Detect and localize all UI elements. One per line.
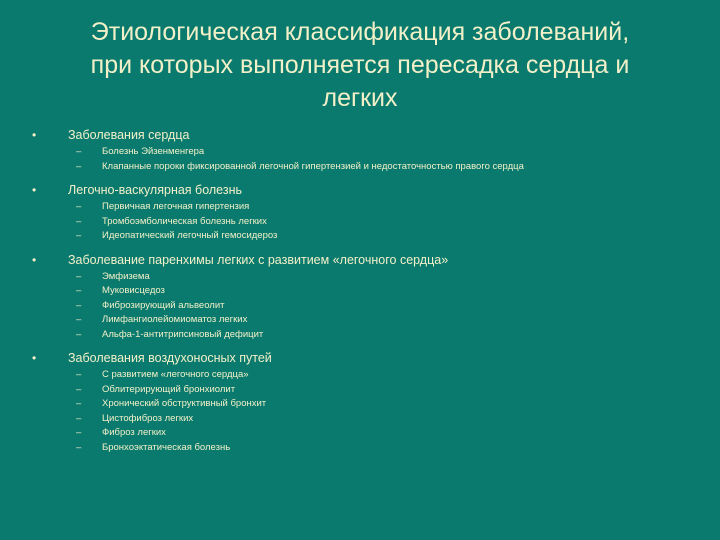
sub-item-label: Фиброзирующий альвеолит <box>102 299 225 311</box>
sub-item <box>0 229 720 244</box>
sub-item <box>0 426 720 441</box>
sub-item <box>0 313 720 328</box>
sub-item <box>0 383 720 398</box>
sub-item <box>0 412 720 427</box>
sub-item-label: Клапанные пороки фиксированной легочной гипертензией и недостаточностью правого сердца <box>102 160 524 172</box>
bullet-group <box>0 181 720 244</box>
sub-list <box>0 200 720 244</box>
bullet-group <box>0 349 720 455</box>
dash-icon: – <box>76 201 82 212</box>
sub-item-label: Фиброз легких <box>102 427 166 438</box>
bullet-label: Заболевания воздухоносных путей <box>68 351 272 365</box>
bullet-group <box>0 126 720 174</box>
dash-icon: – <box>76 427 82 438</box>
sub-item <box>0 215 720 230</box>
bullet-item <box>0 181 720 199</box>
sub-item-label: Альфа-1-антитрипсиновый дефицит <box>102 328 264 340</box>
bullet-label: Легочно-васкулярная болезнь <box>68 183 242 197</box>
dash-icon: – <box>76 412 82 424</box>
sub-item-label: С развитием «легочного сердца» <box>102 369 249 380</box>
sub-item <box>0 284 720 299</box>
sub-list <box>0 270 720 343</box>
sub-item <box>0 299 720 314</box>
bullet-dot-icon: • <box>32 183 37 197</box>
dash-icon: – <box>76 369 82 380</box>
bullet-label: Заболевания сердца <box>68 128 190 142</box>
dash-icon: – <box>76 314 82 325</box>
sub-item-label: Хронический обструктивный бронхит <box>102 398 267 409</box>
sub-item-label: Болезнь Эйзенменгера <box>102 146 205 157</box>
dash-icon: – <box>76 441 82 453</box>
dash-icon: – <box>76 328 82 340</box>
dash-icon: – <box>76 146 82 157</box>
dash-icon: – <box>76 398 82 409</box>
title-line: Этиологическая классификация заболеваний, <box>90 18 630 46</box>
sub-item <box>0 328 720 343</box>
sub-item-label: Первичная легочная гипертензия <box>102 201 250 212</box>
slide-title <box>40 16 680 115</box>
sub-item-label: Идеопатический легочный гемосидероз <box>102 230 278 241</box>
sub-item <box>0 397 720 412</box>
dash-icon: – <box>76 230 82 241</box>
sub-item-label: Тромбоэмболическая болезнь легких <box>102 215 267 227</box>
bullet-item <box>0 251 720 269</box>
bullet-group <box>0 251 720 343</box>
title-line: при которых выполняется пересадка сердца и <box>90 51 630 79</box>
dash-icon: – <box>76 299 82 311</box>
bullet-dot-icon: • <box>32 351 37 365</box>
dash-icon: – <box>76 270 82 282</box>
bullet-item <box>0 349 720 367</box>
bullet-item <box>0 126 720 144</box>
bullet-list <box>0 126 720 462</box>
sub-item-label: Облитерирующий бронхиолит <box>102 383 236 395</box>
sub-item-label: Муковисцедоз <box>102 285 165 296</box>
sub-item-label: Лимфангиолейомиоматоз легких <box>102 314 248 325</box>
bullet-dot-icon: • <box>32 252 37 267</box>
sub-item <box>0 441 720 456</box>
sub-item <box>0 368 720 383</box>
dash-icon: – <box>76 215 82 227</box>
sub-item <box>0 270 720 285</box>
sub-item <box>0 200 720 215</box>
dash-icon: – <box>76 383 82 395</box>
sub-item-label: Эмфизема <box>102 270 150 282</box>
sub-item <box>0 145 720 160</box>
sub-item <box>0 160 720 175</box>
dash-icon: – <box>76 160 82 172</box>
dash-icon: – <box>76 285 82 296</box>
bullet-label: Заболевание паренхимы легких с развитием «легочного сердца» <box>68 252 449 267</box>
sub-list <box>0 145 720 174</box>
bullet-dot-icon: • <box>32 128 37 142</box>
sub-list <box>0 368 720 455</box>
sub-item-label: Бронхоэктатическая болезнь <box>102 441 231 453</box>
sub-item-label: Цистофиброз легких <box>102 412 194 424</box>
title-line: легких <box>322 84 398 112</box>
